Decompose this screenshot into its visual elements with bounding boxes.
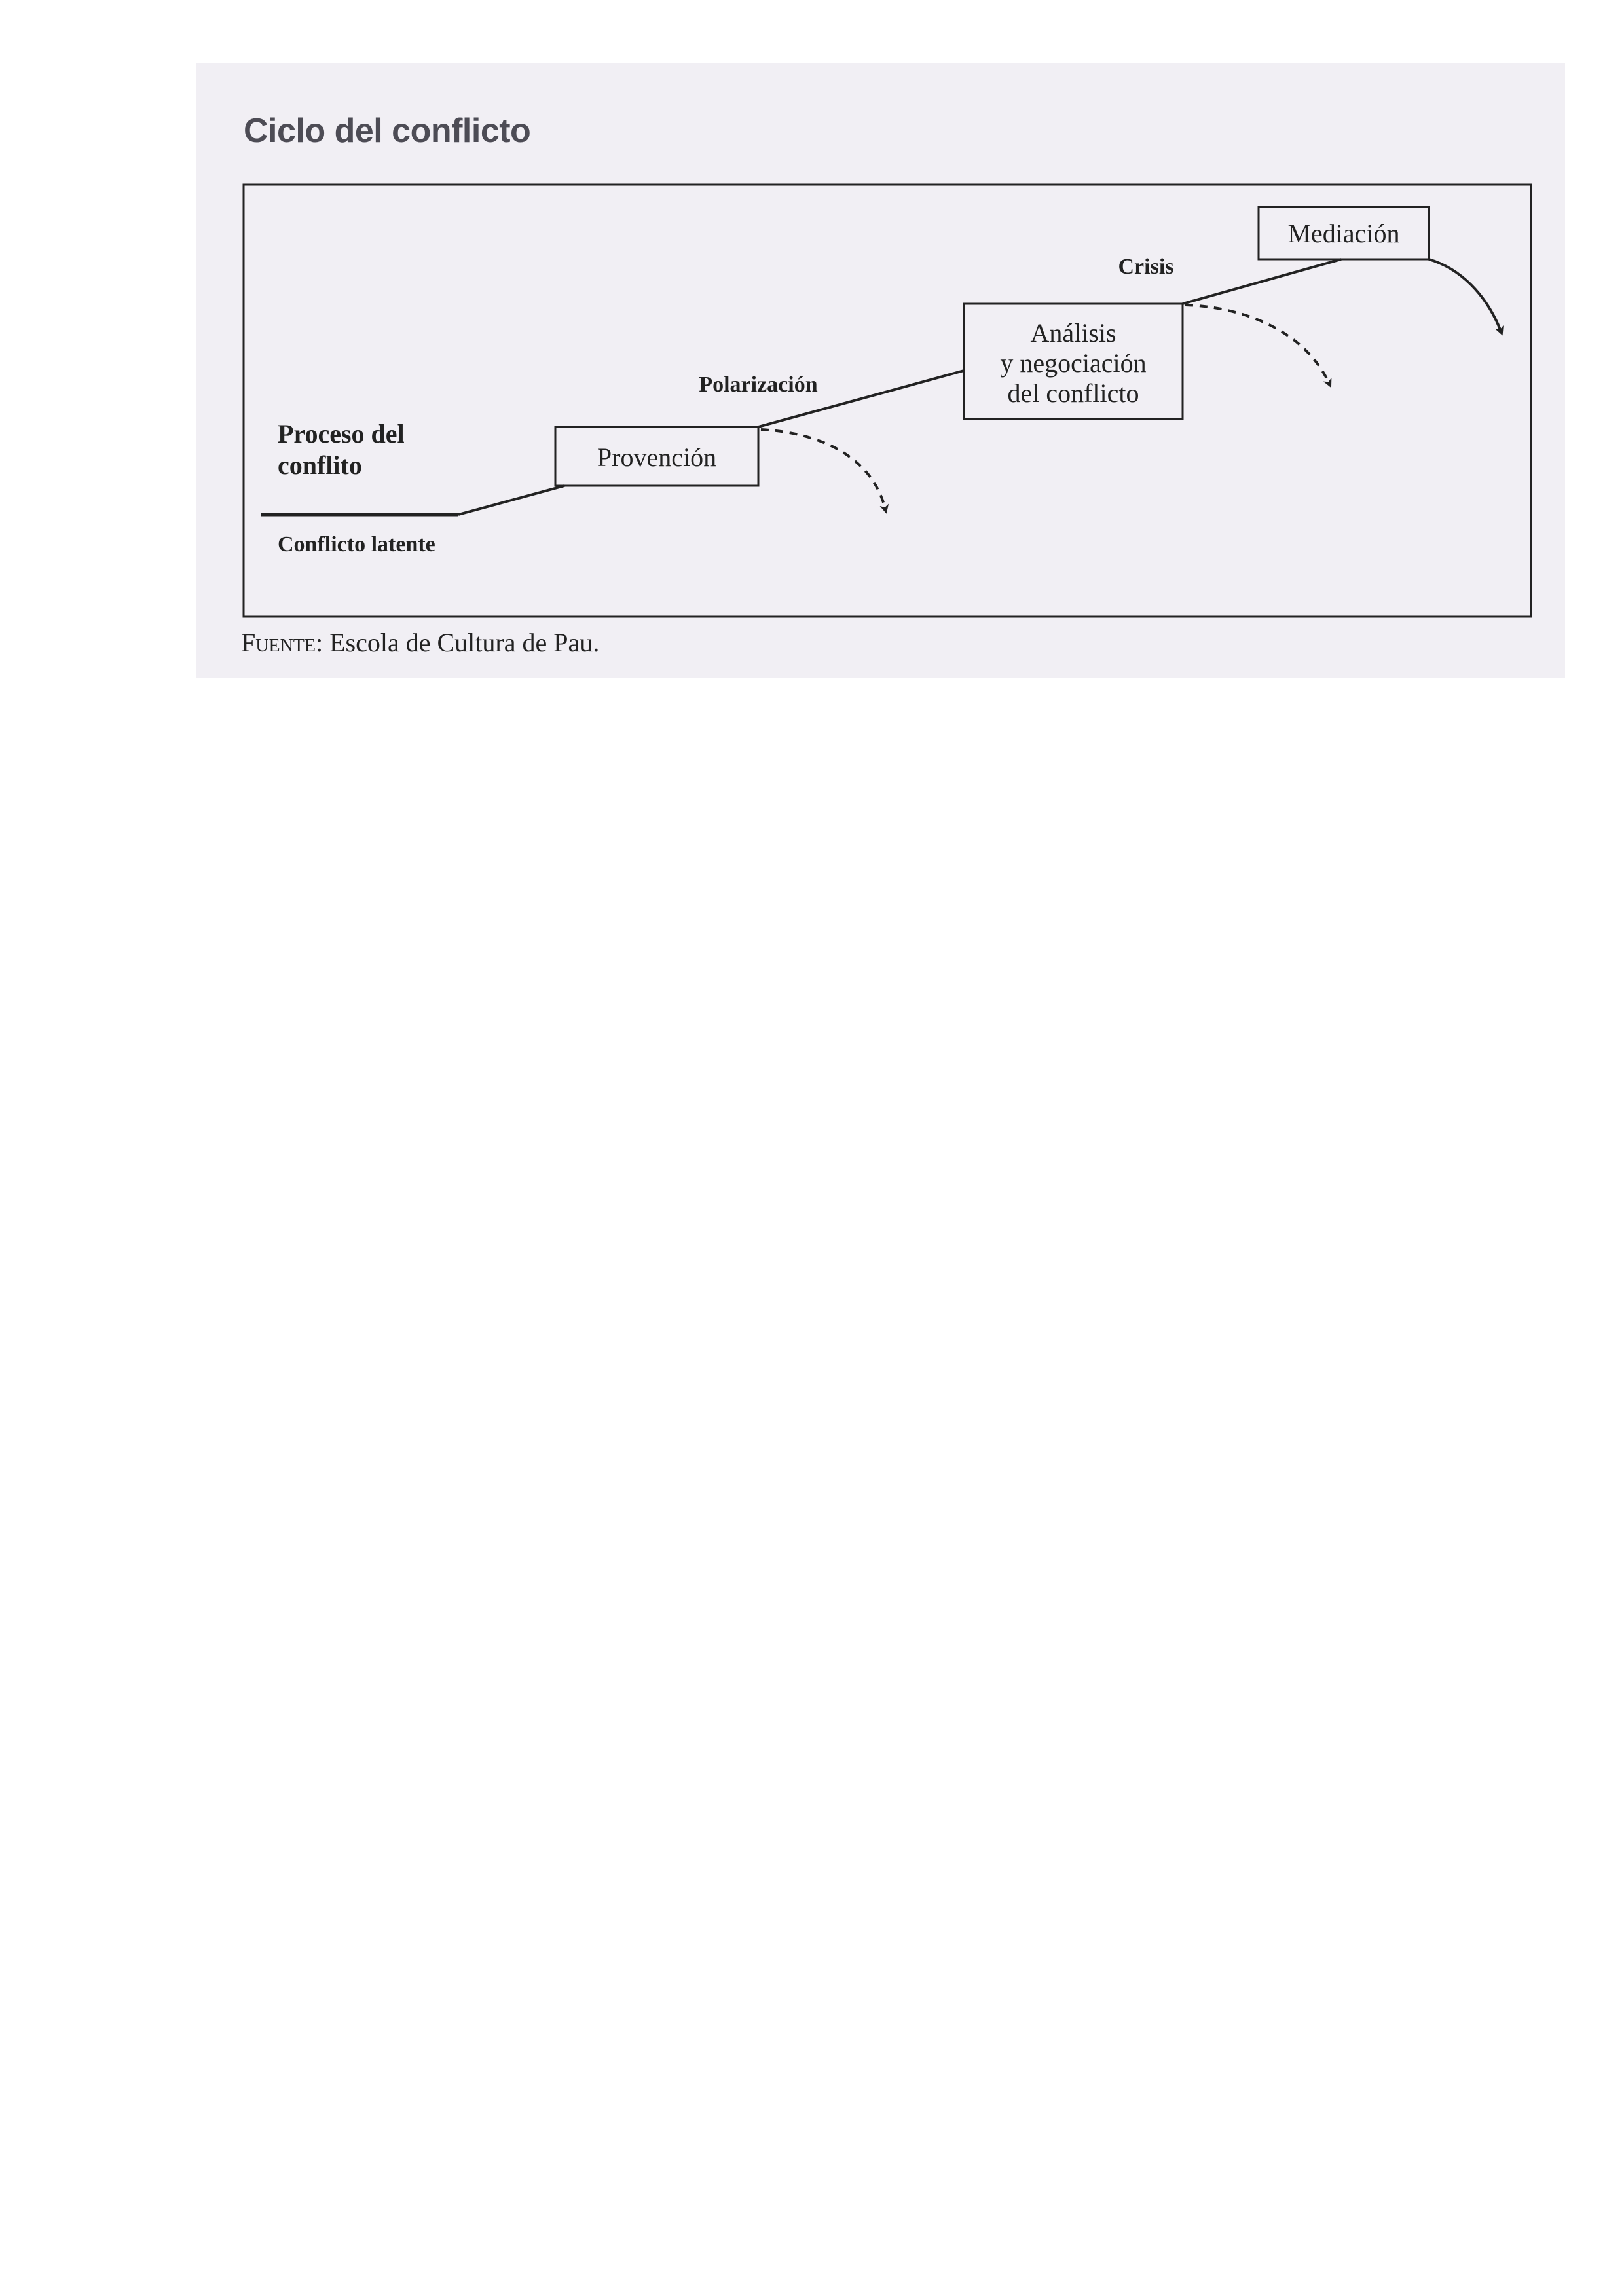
label-conflicto-latente: Conflicto latente: [278, 532, 435, 556]
source-text: Escola de Cultura de Pau.: [329, 628, 600, 657]
dashed-arrow-provencion: [761, 429, 885, 509]
label-crisis: Crisis: [1118, 255, 1174, 279]
solid-arrow-mediacion: [1429, 259, 1501, 331]
label-analisis-line3: del conflicto: [1007, 378, 1139, 408]
label-mediacion: Mediación: [1287, 219, 1400, 248]
diagram-frame: [244, 185, 1531, 617]
label-analisis-line2: y negociación: [1000, 348, 1147, 378]
crisis-line: [1183, 259, 1341, 304]
label-provencion: Provención: [597, 443, 717, 472]
dashed-arrow-analisis: [1185, 305, 1329, 384]
label-proceso-line1: Proceso del: [278, 419, 405, 448]
figure-source: [241, 627, 599, 658]
rising-line-1: [458, 486, 564, 515]
label-proceso-line2: conflito: [278, 450, 362, 480]
label-analisis-line1: Análisis: [1030, 318, 1116, 348]
source-prefix: Fuente:: [241, 628, 323, 657]
label-polarizacion: Polarización: [699, 373, 818, 397]
figure-title: Ciclo del conflicto: [244, 112, 531, 150]
